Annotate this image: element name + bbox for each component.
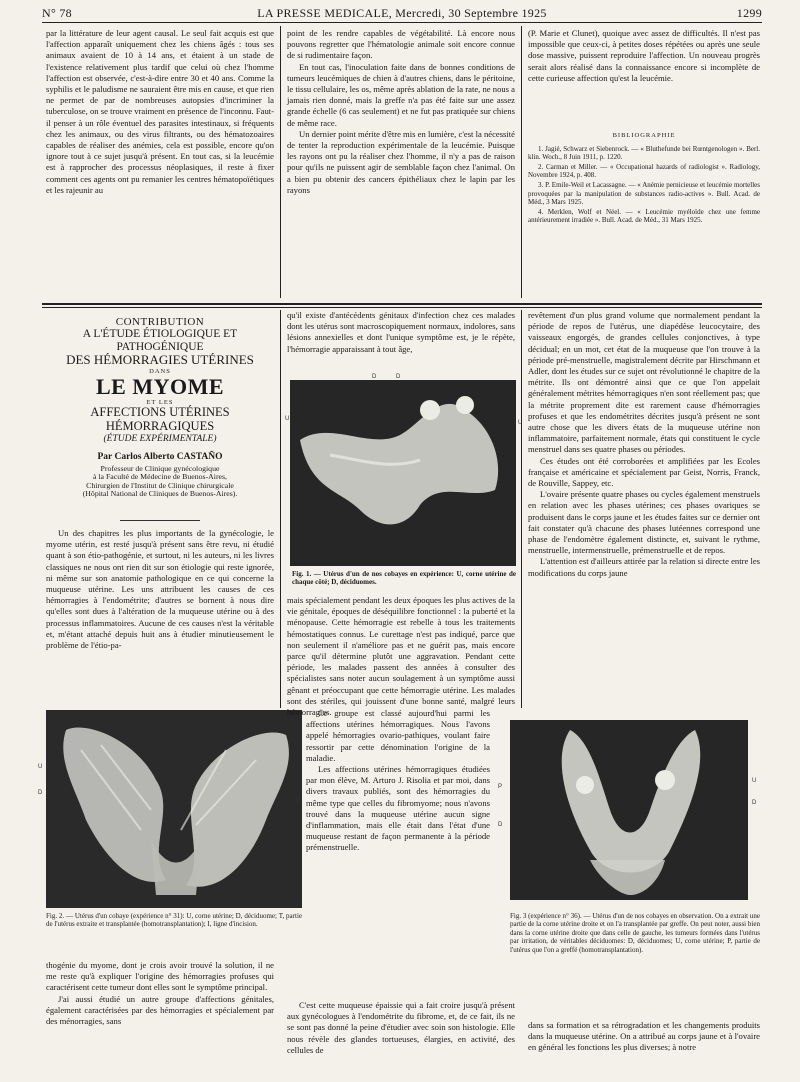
article-column-3-bottom [528, 1020, 760, 1080]
paragraph: (P. Marie et Clunet), quoique avec assez de difficultés. Il n'est pas impossible que ceux-ci, à petites doses répétées ou après une seule dose massive, puissent reproduire l'affection. Un nouveau progrès serait alors réalisé dans la connaissance encore si incomplète de cette curieuse affection qu'est la leucémie. [528, 28, 760, 83]
title-line: LE MYOME [95, 373, 225, 399]
bibliography-entry: 3. P. Emile-Weil et Lacassagne. — « Anémie pernicieuse et leucémie mortelles provoquées par la manipulation de substances radio-actives ». Bull. Acad. de Méd., 3 Mars 1925. [528, 180, 760, 207]
author-affiliation [46, 465, 274, 499]
fig2-label-t: T [296, 840, 300, 846]
fig1-label-u: U [285, 416, 290, 422]
section-rule [42, 303, 762, 305]
affiliation-line: (Hôpital National de Cliniques de Buenos-Aires). [82, 489, 238, 499]
journal-title: LA PRESSE MEDICALE, Mercredi, 30 Septembre 1925 [257, 6, 547, 20]
fig3-label-d: D [498, 822, 503, 828]
article-column-1 [46, 528, 274, 702]
fig1-label-d: D [372, 374, 377, 380]
fig2-label-u: U [38, 764, 43, 770]
author: Par Carlos Alberto CASTAÑO [97, 452, 223, 463]
article-column-1-bottom [46, 960, 274, 1080]
paragraph: J'ai aussi étudié un autre groupe d'affections génitales, également caractérisées par des hémorragies et spécialement par des ménorragies, sans [46, 993, 274, 1027]
bibliography-title: BIBLIOGRAPHIE [612, 132, 676, 139]
paragraph: mais spécialement pendant les deux époques les plus actives de la vie génitale, époques de déséquilibre fonctionnel : la puberté et la ménopause. Cette hémorragie est rebelle à tous les traitements hémostatiques connus. Le curettage n'est pas indiqué, parce que non seulement il n'améliore pas et ne guérit pas, mais encore parce qu'il détermine plutôt une aggravation. Pendant cette période, les malades passent des années à consulter des spécialistes sans noter aucun soulagement à un symptôme aussi gênant et préoccupant que cette hémorragie utérine. Les malades sont des stériles, qui jouissent d'une bonne santé, malgré leurs hémorragies. [287, 595, 515, 718]
figure-3-caption: Fig. 3 (expérience n° 36). — Utérus d'un de nos cobayes en observation. On a extrait une partie de la corne utérine droite et on l'a transplantée par greffe. On peut noter, aussi bien dans la corne utérine droite que dans celle de gauche, les tumeurs formées dans l'utérus par irritation, de véritables déciduomes: D, déciduomes; U, corne utérine; P, partie de l'utérus que l'on a greffé (homotransplantation). [510, 912, 760, 954]
figure-3 [510, 720, 748, 900]
title-line: CONTRIBUTION [115, 316, 205, 328]
header-rule [42, 22, 762, 23]
fig2-label-d: D [38, 790, 43, 796]
title-line: AFFECTIONS UTÉRINES HÉMORRAGIQUES [90, 405, 230, 433]
page-header [42, 6, 762, 22]
paragraph: Les affections utérines hémorragiques étudiées par mon élève, M. Arturo J. Risolia et par moi, dans divers travaux publiés, sont des hémorragies du même type que celles du fibromyome; nous n'avons trouvé dans la muqueuse utérine aucun signe d'inflammation, mais elle était dans l'état d'une muqueuse restant de façon permanente à la période prémenstruelle. [306, 764, 490, 853]
section-rule [42, 307, 762, 308]
figure-3-image [510, 720, 748, 900]
column-divider [521, 26, 522, 298]
affiliation-line: Professeur de Clinique gynécologique [100, 463, 220, 473]
title-line: ET LES [146, 399, 174, 406]
top-column-3 [528, 28, 760, 128]
title-line: DES HÉMORRAGIES UTÉRINES [66, 352, 254, 368]
title-line: (ÉTUDE EXPÉRIMENTALE) [103, 433, 217, 444]
paragraph: Ce groupe est classé aujourd'hui parmi les affections utérines hémorragiques. Nous l'avons appelé hémorragies ovario-pathiques, voulant faire ressortir par cette dénomination l'origine de la maladie. [306, 708, 490, 763]
paragraph: qu'il existe d'antécédents génitaux d'infection chez ces malades dont les utérus sont macroscopiquement normaux, indolores, sans lésions annexielles et dont l'unique symptôme est, je le répète, l'hémorragie apparaissant à tout âge, [287, 310, 515, 354]
fig2-label-d2: D [296, 797, 301, 803]
article-column-2-bottom [287, 1000, 515, 1080]
paragraph: point de les rendre capables de végétabilité. Là encore nous pouvons regretter que l'hématologie animale soit encore connue de si rudimentaire façon. [287, 28, 515, 61]
page-number: 1299 [736, 6, 762, 20]
paragraph: Un des chapitres les plus importants de la gynécologie, le myome utérin, est resté jusqu'à présent sans être revu, ni étudié quant à son étio-pathogénie, et surtout, ni les auteurs, ni les livres classiques ne nous ont rien dit sur son étiologie qui reste ignorée, ni même sur son anatomie pathologique en ce qui concerne la muqueuse utérine. Les uns attribuent les causes de ces hémorragies à l'endométrite; d'autres se bornent à nous dire qu'elles sont dues à l'altération de la muqueuse utérine ou à des processus inflammatoires. Aucune de ces causes n'est la véritable et, m'étant attaché depuis huit ans à étudier minutieusement le problème de l'étio-pa- [46, 528, 274, 651]
fig1-label-d2: D [396, 374, 401, 380]
column-divider [521, 310, 522, 708]
affiliation-line: Chirurgien de l'Institut de Clinique chirurgicale [86, 480, 234, 490]
bibliography-entry: 2. Carman et Miller. — « Occupational hazards of radiologist ». Radiology, Novembre 1924, p. 408. [528, 162, 760, 180]
figure-1-caption: Fig. 1. — Utérus d'un de nos cobayes en expérience: U, corne utérine de chaque côté; D, déciduomes. [292, 570, 516, 587]
top-column-2 [287, 28, 515, 298]
article-column-3 [528, 310, 760, 716]
article-column-2-top [287, 310, 515, 368]
bibliography [528, 132, 760, 302]
paragraph: revêtement d'un plus grand volume que normalement pendant la période de repos de l'utérus, une diapédèse leucocytaire, des vaisseaux engorgés, de grandes cellules conjonctives, à type décidual; en un mot, cet état de la muqueuse que l'on trouve à la période pré-menstruelle, magistralement décrite par Hirschmann et Adler, dont les études sur ce sujet ont révolutionné le chapitre de la métrite. Ils ont démontré ainsi que ce que l'on appelait généralement métrites hémorragiques n'en sont réellement pas; que la métrite proprement dite est rarement cause d'hémorragies profuses et que les endométrites décrites jusqu'à présent ne sont autre chose que les divers états de la muqueuse utérine non inflammatoire, parfaitement normale, états qui constituent le cycle menstruel dans ses quatre phases ou périodes. [528, 310, 760, 455]
bibliography-entry: 1. Jagié, Schwarz et Siebenrock. — « Bluthefunde bei Rœntgenologen ». Berl. klin. Woch., 8 Juin 1911, p. 1220. [528, 144, 760, 162]
title-line: DANS [149, 367, 171, 375]
paragraph: L'ovaire présente quatre phases ou cycles également menstruels en relation avec les phases utérines; ces phases ovariques se produisent dans le corps jaune et les études faites sur ce dernier ont fait constater qu'à chacune des phases lutéennes correspond une phase de l'endomètre également distincte, et, suivant le rythme, menstruelle, intermenstruelle, prémenstruelle et de repos. [528, 489, 760, 556]
paragraph: thogénie du myome, dont je crois avoir trouvé la solution, il ne me reste qu'à expliquer l'origine des hémorragies profuses qui caractérisent cette tumeur dont elles sont le symptôme principal. [46, 960, 274, 993]
fig3-label-u: U [752, 778, 757, 784]
paragraph: En tout cas, l'inoculation faite dans de bonnes conditions de tumeurs leucémiques de chien à d'autres chiens, dans le péritoine, le tissu cellulaire, les os, même après ablation de la rate, ne nous a jamais rien donné, mais la greffe n'a pas été faite sur une assez grande échelle (6 cas seulement) et ne fut pas pratiquée sur chiens de même race. [287, 61, 515, 128]
fig3-label-p: P [498, 784, 503, 790]
paragraph: L'attention est d'ailleurs attirée par la relation si directe entre les modifications du corps jaune [528, 556, 760, 578]
title-line: A L'ÉTUDE ÉTIOLOGIQUE ET PATHOGÉNIQUE [82, 328, 238, 353]
paragraph: Un dernier point mérite d'être mis en lumière, c'est la nécessité de tenter la reproduction expérimentale de la leucémie. Puisque les rayons ont pu la réaliser chez l'homme, il n'y a pas de raison pour qu'ils ne puissent agir de semblable façon chez l'animal. On a bien pu obtenir des cancers épithéliaux chez le lapin par les rayons [287, 128, 515, 195]
figure-2 [46, 710, 302, 908]
paragraph: Ces études ont été corroborées et amplifiées par les Ecoles française et américaine et spécialement par Geist, Norris, Franck, de Rouville, Sappey, etc. [528, 455, 760, 489]
paragraph: C'est cette muqueuse épaissie qui a fait croire jusqu'à présent aux gynécologues à l'endométrite du fibrome, et, de ce fait, ils ne se sont pas donné la peine d'étudier avec soin son histologie. Elle nous révèle des glandes tortueuses, élargies, en activité, des cellules de [287, 1000, 515, 1055]
article-column-2-mid [287, 595, 515, 718]
fig1-label-u2: U [518, 420, 523, 426]
figure-2-caption: Fig. 2. — Utérus d'un cobaye (expérience n° 31): U, corne utérine; D, déciduome; T, partie de l'utérus extraite et transplantée (homotransplantation); I, ligne d'incision. [46, 912, 302, 929]
figure-2-image [46, 710, 302, 908]
figure-1-image [290, 380, 516, 566]
bibliography-entry: 4. Merklen, Wolf et Néel. — « Leucémie myéloïde chez une femme antérieurement irradiée ». Bull. Acad. de Méd., 31 Mars 1925. [528, 207, 760, 225]
column-divider [280, 26, 281, 298]
affiliation-line: à la Faculté de Médecine de Buenos-Aires, [92, 472, 227, 482]
column-divider [280, 310, 281, 708]
figure-1 [290, 380, 516, 566]
paragraph: par la littérature de leur agent causal. Le seul fait acquis est que l'affection apparaît uniquement chez les chiens âgés : tous ses animaux avaient de 10 à 14 ans, et étaient à un stade de l'existence relativement plus tardif que celui où chez l'homme l'affection est observée, c'est-à-dire entre 30 et 40 ans. Comme la syphilis et le paludisme ne sauraient être mis en cause, et que rien ne permet de par de nombreuses autopsies d'incriminer la tuberculose, on se trouve vraiment en présence de l'inconnu. Faut-il penser à un rôle éventuel des parasites intestinaux, si fréquents chez les animaux, ou des virus filtrants, ou des hématozoaires capables de réaliser des anémies, cela est possible, encore qu'on ignore tout à ce sujet jusqu'à présent. En tout cas, si la leucémie est à rapprocher des processus néoplasiques, il reste à fixer comment ces agents ont pu remanier les centres hématopoïétiques et les rajeunir au [46, 28, 274, 195]
fig3-label-d2: D [752, 800, 757, 806]
title-divider [120, 520, 200, 521]
top-column-1 [46, 28, 274, 296]
issue-number: N° 78 [42, 6, 72, 20]
article-title [46, 316, 274, 499]
paragraph: dans sa formation et sa rétrogradation et les changements produits dans la muqueuse utérine. On a attribué au corps jaune et à l'ovaire en général les fonctions les plus diverses; à notre [528, 1020, 760, 1053]
